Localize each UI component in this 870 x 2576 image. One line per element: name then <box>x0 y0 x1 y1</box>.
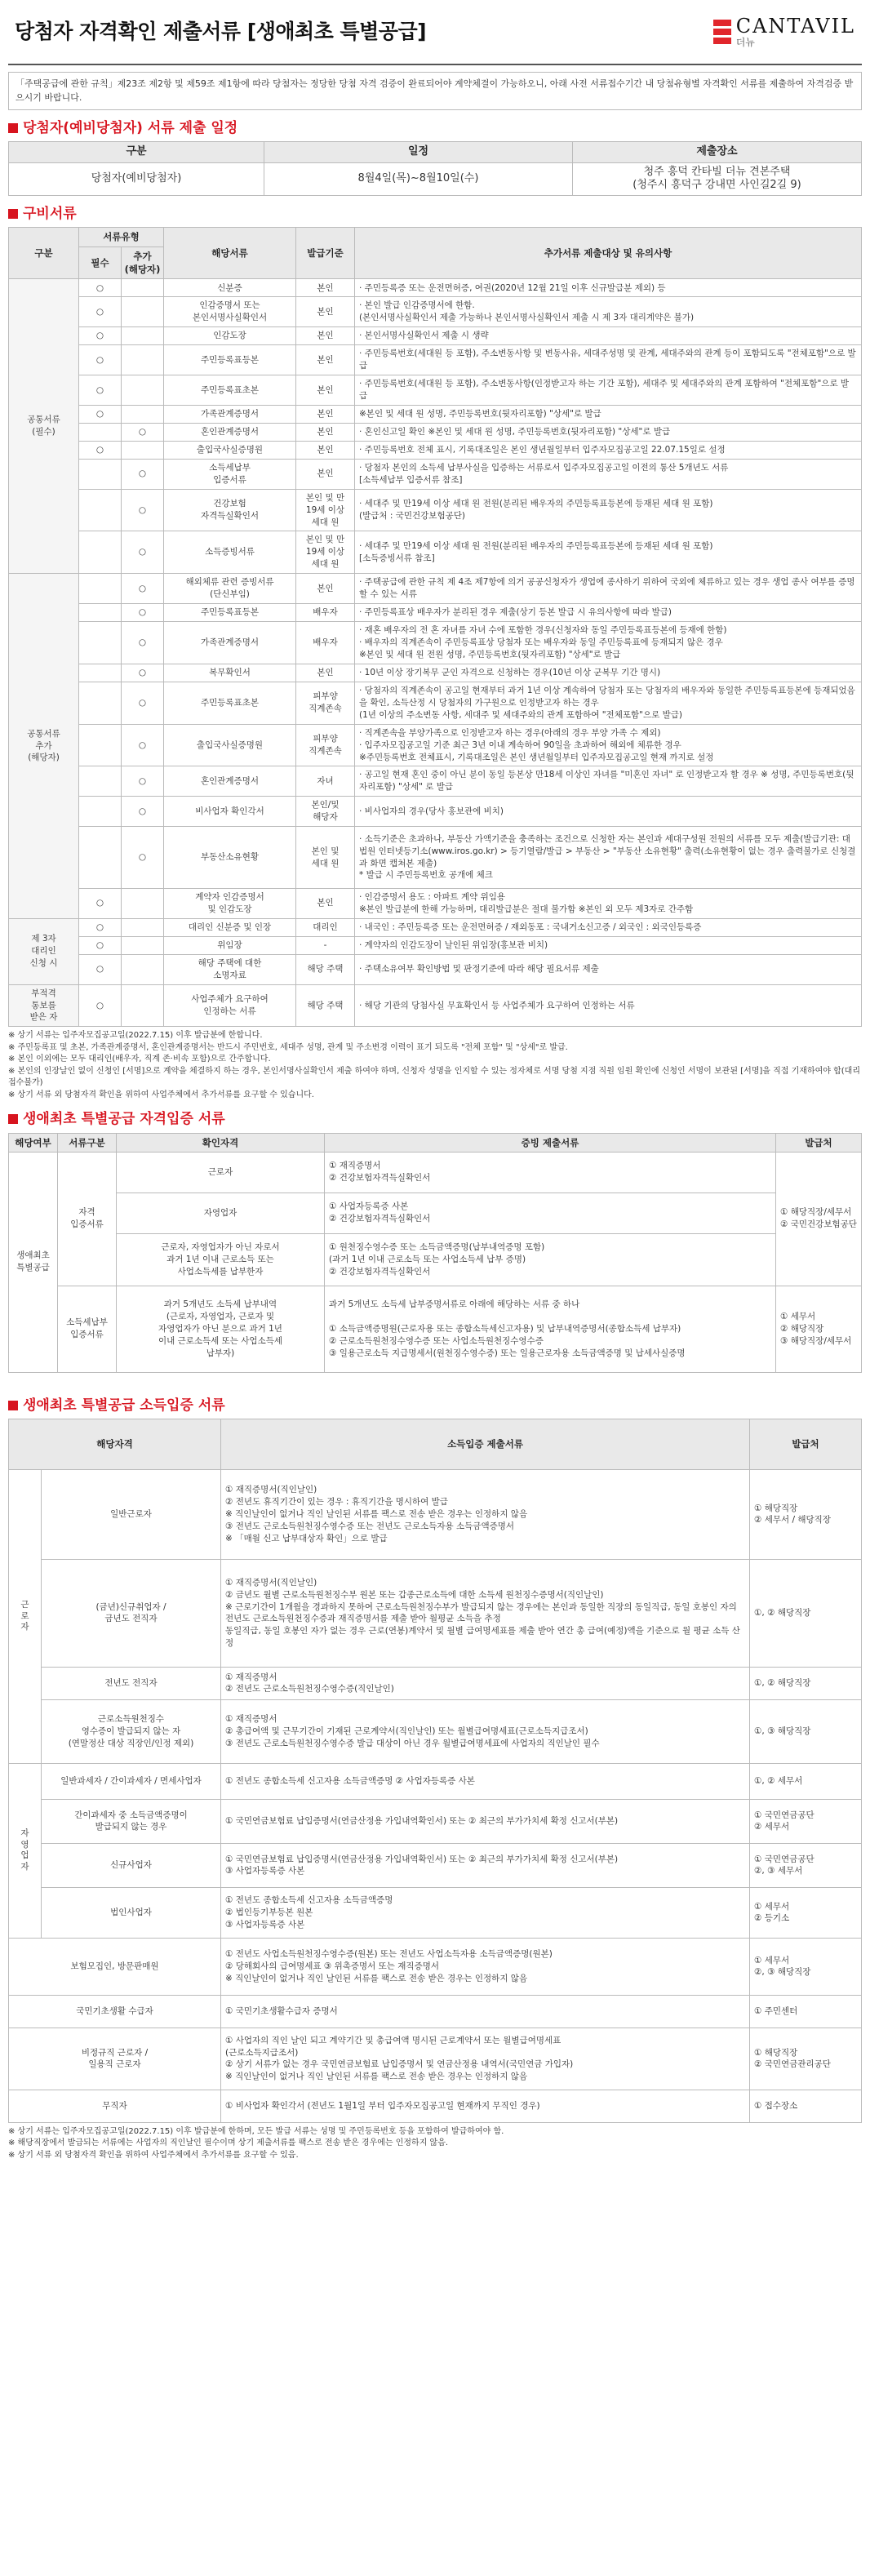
table-cell: · 해당 기관의 당첨사실 무효확인서 등 사업주체가 요구하여 인정하는 서류 <box>355 984 862 1027</box>
page-header <box>8 0 862 65</box>
table-cell: ○ <box>122 621 164 664</box>
table-cell <box>79 489 122 531</box>
table-cell: ○ <box>79 954 122 984</box>
table-cell: 피부양 직계존속 <box>296 682 355 724</box>
column-header: 발급기준 <box>296 228 355 279</box>
table-cell: · 주민등록번호(세대원 등 포함), 주소변동사항 및 변동사유, 세대주성명 및 관계, 세대주와의 관계 등이 포함되도록 "전체포함"으로 발급 <box>355 345 862 375</box>
table-cell: 대리인 <box>296 918 355 936</box>
table-row <box>9 936 862 954</box>
table-row <box>9 889 862 919</box>
table-cell: ① 재직증명서(직인날인) ② 금년도 월별 근로소득원천징수부 원본 또는 갑종근로소득에 대한 소득세 원천징수증명서(직인날인) ※ 근로기간이 1개월을 경과하지 못하여 근로소득원천징수부가 발급되지 않는 경우에는 본인과 동일한 직장의 동일직급, 동일 호봉인 자의 전년도 근로소득원천징수증과 재직증명서를 제출 받아 월평균 소득을 추정 동일직급, 동일 호봉인 자가 없는 경우 근로(연봉)계약서 및 월별 급여명세표를 제출 받아 연간 총 급여(예정)액을 기준으로 월 평균 소득 산정 <box>221 1559 750 1667</box>
table-cell: 근로자, 자영업자가 아닌 자로서 과거 1년 이내 근로소득 또는 사업소득세를 납부한자 <box>117 1233 325 1286</box>
table-cell: ○ <box>79 936 122 954</box>
table-row <box>9 1193 862 1233</box>
table-cell <box>79 827 122 889</box>
table-cell: · 계약자의 인감도장이 날인된 위임장(홍보관 비치) <box>355 936 862 954</box>
logo-mark-icon <box>713 20 731 44</box>
table-cell <box>79 724 122 766</box>
column-header: 해당여부 <box>9 1133 58 1152</box>
schedule-table <box>8 141 862 196</box>
column-header: 구분 <box>9 228 79 279</box>
column-header: 추가서류 제출대상 및 유의사항 <box>355 228 862 279</box>
table-cell: 본인 <box>296 889 355 919</box>
table-cell: · 공고일 현재 혼인 중이 아닌 분이 동일 등본상 만18세 이상인 자녀를 "미혼인 자녀" 로 인정받고자 할 경우 ※ 성명, 주민등록번호(뒷자리포함) "상세" 로 발급 <box>355 766 862 797</box>
table-cell: ○ <box>79 441 122 459</box>
table-cell: 해당 주택 <box>296 984 355 1027</box>
table-cell: ○ <box>122 489 164 531</box>
table-row <box>9 1763 862 1799</box>
table-cell: 무직자 <box>9 2090 221 2122</box>
table-cell: 본인 <box>296 441 355 459</box>
table-row <box>9 297 862 327</box>
table-row <box>9 1152 862 1193</box>
table-cell: ○ <box>79 375 122 406</box>
table-row <box>9 1286 862 1372</box>
table-cell: 복무확인서 <box>164 664 296 682</box>
table-row <box>9 327 862 345</box>
column-header: 증빙 제출서류 <box>325 1133 776 1152</box>
table-cell: ① 접수장소 <box>750 2090 862 2122</box>
table-cell: ① 해당직장 ② 세무서 / 해당직장 <box>750 1469 862 1559</box>
table-cell: · 인감증명서 용도 : 아파트 계약 위임용 ※본인 발급분에 한해 가능하며, 대리발급분은 절대 불가함 ※본인 외 모두 제3자로 간주함 <box>355 889 862 919</box>
table-row <box>9 797 862 827</box>
table-cell: ① 전년도 사업소득원천징수영수증(원본) 또는 전년도 사업소득자용 소득금액증명(원본) ② 당해회사의 급여명세표 ③ 위촉증명서 또는 재직증명서 ※ 직인날인이 없거나 직인 날인된 서류를 팩스로 전송 받은 경우는 인정하지 않음 <box>221 1938 750 1995</box>
table-row <box>9 1667 862 1699</box>
table-cell: ① 국민연금보험료 납입증명서(연금산정용 가입내역확인서) 또는 ② 최근의 부가가치세 확정 신고서(부본) ③ 사업자등록증 사본 <box>221 1843 750 1887</box>
table-cell: · 직계존속을 부양가족으로 인정받고자 하는 경우(아래의 경우 부양 가족 수 제외) · 입주자모집공고일 기준 최근 3년 이내 계속하여 90일을 초과하여 해외에 체류한 경우 ※주민등록번호 전체표시, 기록대조일은 본인 생년월일부터 입주자모집공고일 현재 까지로 설정 <box>355 724 862 766</box>
table-cell: 부동산소유현황 <box>164 827 296 889</box>
square-bullet-icon <box>8 123 18 133</box>
table-cell: ①, ② 세무서 <box>750 1763 862 1799</box>
income-notes <box>8 2126 862 2162</box>
logo-subtext: 더뉴 <box>735 36 755 48</box>
table-cell: 전년도 전직자 <box>42 1667 221 1699</box>
column-header: 발급처 <box>776 1133 862 1152</box>
table-cell: 8월4일(목)~8월10일(수) <box>264 162 573 196</box>
table-row <box>9 489 862 531</box>
table-cell: · 당첨자의 직계존속이 공고일 현재부터 과거 1년 이상 계속하여 당첨자 또는 당첨자의 배우자와 동일한 주민등록표등본에 등재되었음을 확인, 소득산정 시 당첨자의 가구원으로 인정받고자 하는 경우 (1년 이상의 주소변동 사항, 세대주 및 세대주와의 관계 포함하여 "전체포함"으로 발급) <box>355 682 862 724</box>
table-cell: · 비사업자의 경우(당사 홍보관에 비치) <box>355 797 862 827</box>
table-cell: ○ <box>122 531 164 574</box>
note-line: ※ 본인의 인장날인 없이 신청인 [서명]으로 계약을 체결하지 하는 경우, 본인서명사실확인서 제출 하여야 하며, 신청자 성명을 인지할 수 있는 정자체로 서명 당첨 지점 직원 임원 확인에 신청인 서명이 보관된 [서명]을 직접 기재하여야 합(대리접수불가) <box>8 1066 861 1088</box>
table-cell: 혼인관계증명서 <box>164 423 296 441</box>
logo-text: CANTAVIL <box>735 15 855 38</box>
table-cell: ① 세무서 ② 등기소 <box>750 1887 862 1938</box>
table-cell <box>122 984 164 1027</box>
table-cell: ※본인 및 세대 원 성명, 주민등록번호(뒷자리포함) "상세"로 발급 <box>355 405 862 423</box>
table-cell: ① 세무서 ② 해당직장 ③ 해당직장/세무서 <box>776 1286 862 1372</box>
table-cell: ① 재직증명서(직인날인) ② 전년도 휴직기간이 있는 경우 : 휴직기간을 명시하여 발급 ※ 직인날인이 없거나 직인 날인된 서류를 팩스로 전송 받은 경우는 인정하지 않음 ③ 전년도 근로소득원천징수영수증 또는 전년도 근로소득자용 소득금액증명서 ※ 「매월 신고 납부대상자 확인」으로 발급 <box>221 1469 750 1559</box>
table-row <box>9 423 862 441</box>
table-cell: ① 재직증명서 ② 총급여액 및 근무기간이 기재된 근로계약서(직인날인) 또는 월별급여명세표(근로소득지급조서) ③ 전년도 근로소득원천징수영수증 발급 대상이 아닌 경우 월별급여명세표에 사업자의 직인날인 필수 <box>221 1699 750 1763</box>
table-cell: ① 재직증명서 ② 전년도 근로소득원천징수영수증(직인날인) <box>221 1667 750 1699</box>
table-row <box>9 603 862 621</box>
table-cell <box>122 441 164 459</box>
table-cell: ① 전년도 종합소득세 신고자용 소득금액증명 ② 사업자등록증 사본 <box>221 1763 750 1799</box>
group-cell: 부적격 통보를 받은 자 <box>9 984 79 1027</box>
table-cell: ① 사업자등록증 사본 ② 건강보험자격득실확인서 <box>325 1193 776 1233</box>
table-cell: · 내국인 : 주민등록증 또는 운전면허증 / 재외동포 : 국내거소신고증 / 외국인 : 외국인등록증 <box>355 918 862 936</box>
table-row <box>9 918 862 936</box>
table-row <box>9 405 862 423</box>
table-row <box>9 279 862 297</box>
income-table <box>8 1419 862 2123</box>
table-row <box>9 1887 862 1938</box>
table-cell: ① 전년도 종합소득세 신고자용 소득금액증명 ② 법인등기부등본 원본 ③ 사업자등록증 사본 <box>221 1887 750 1938</box>
table-row <box>9 954 862 984</box>
table-cell: ○ <box>79 327 122 345</box>
table-cell: 본인 <box>296 459 355 489</box>
table-row <box>9 441 862 459</box>
table-cell: ① 국민연금공단 ②, ③ 세무서 <box>750 1843 862 1887</box>
table-cell <box>79 603 122 621</box>
table-cell: ① 국민기초생활수급자 증명서 <box>221 1995 750 2027</box>
table-cell <box>79 531 122 574</box>
table-cell: ○ <box>79 345 122 375</box>
table-row <box>9 531 862 574</box>
table-cell: ○ <box>122 682 164 724</box>
table-cell: ① 해당직장/세무서 ② 국민건강보험공단 <box>776 1152 862 1286</box>
table-cell: 주민등록표등본 <box>164 345 296 375</box>
column-header: 추가 (해당자) <box>122 246 164 279</box>
table-row <box>9 984 862 1027</box>
table-cell: ○ <box>79 297 122 327</box>
table-row <box>9 827 862 889</box>
table-cell <box>79 766 122 797</box>
table-cell: 근로자 <box>117 1152 325 1193</box>
table-row <box>9 621 862 664</box>
table-cell <box>122 375 164 406</box>
table-row <box>9 1559 862 1667</box>
table-cell: ○ <box>122 797 164 827</box>
table-cell: · 재혼 배우자의 전 혼 자녀를 자녀 수에 포함한 경우(신청자와 동일 주민등록표등본에 등재에 한함) · 배우자의 직계존속이 주민등록표상 당첨자 또는 배우자와 동일 주민등록표에 등재되지 않은 경우 ※본인 및 세대 원 전원 성명, 주민등록번호(뒷자리포함) "상세"로 발급 <box>355 621 862 664</box>
table-cell <box>122 954 164 984</box>
table-cell: 해외체류 관련 증빙서류 (단신부임) <box>164 574 296 604</box>
table-row <box>9 162 862 196</box>
table-cell <box>122 405 164 423</box>
table-row <box>9 459 862 489</box>
table-cell: · 혼인신고일 확인 ※본인 및 세대 원 성명, 주민등록번호(뒷자리포함) "상세"로 발급 <box>355 423 862 441</box>
table-cell: ① 원천징수영수증 또는 소득금액증명(납부내역증명 포함) (과거 1년 이내 근로소득 또는 사업소득세 납부 증명) ② 건강보험자격득실확인서 <box>325 1233 776 1286</box>
table-cell: 대리인 신분증 및 인장 <box>164 918 296 936</box>
table-cell: 청주 흥덕 칸타빌 더뉴 견본주택 (청주시 흥덕구 강내면 사인길2길 9) <box>573 162 862 196</box>
table-row <box>9 375 862 406</box>
docs-table <box>8 227 862 1027</box>
table-cell: 자녀 <box>296 766 355 797</box>
table-row <box>9 574 862 604</box>
table-cell: 간이과세자 중 소득금액증명이 발급되지 않는 경우 <box>42 1799 221 1843</box>
table-cell: 과거 5개년도 소득세 납부내역 (근로자, 자영업자, 근로자 및 자영업자가 아닌 분으로 과거 1년 이내 근로소득세 또는 사업소득세 납부자) <box>117 1286 325 1372</box>
table-cell: 본인 <box>296 574 355 604</box>
column-header: 제출장소 <box>573 142 862 162</box>
table-cell: ① 해당직장 ② 국민연금관리공단 <box>750 2027 862 2090</box>
table-cell <box>79 423 122 441</box>
table-cell: 일반과세자 / 간이과세자 / 면세사업자 <box>42 1763 221 1799</box>
note-line: ※ 상기 서류 외 당첨자격 확인을 위하여 사업주체에서 추가서류를 요구할 수 있음. <box>8 2150 299 2160</box>
table-cell: ① 사업자의 직인 날인 되고 계약기간 및 총급여액 명시된 근로계약서 또는 월별급여명세표 (근로소득지급조서) ② 상기 서류가 없는 경우 국민연금보험료 납입증명서 및 연금산정용 내역서(국민연금 가입자) ※ 직인날인이 없거나 직인 날인된 서류를 팩스로 전송 받은 경우는 인정하지 않음 <box>221 2027 750 2090</box>
table-cell: ○ <box>122 574 164 604</box>
table-cell <box>122 279 164 297</box>
table-row <box>9 1995 862 2027</box>
table-cell: 소득증빙서류 <box>164 531 296 574</box>
group-cell: 제 3자 대리인 신청 시 <box>9 918 79 984</box>
table-cell <box>122 327 164 345</box>
table-cell <box>79 621 122 664</box>
table-cell <box>122 297 164 327</box>
note-line: ※ 해당직장에서 발급되는 서류에는 사업자의 직인날인 필수이며 상기 제출서류를 팩스로 전송 받은 경우에는 인정하지 않음. <box>8 2139 449 2148</box>
table-cell: ○ <box>79 889 122 919</box>
table-cell: 본인/및 해당자 <box>296 797 355 827</box>
group-cell: 생애최초 특별공급 <box>9 1152 58 1372</box>
table-cell: 사업주체가 요구하여 인정하는 서류 <box>164 984 296 1027</box>
section-title-docs: 구비서류 <box>8 204 862 224</box>
table-row <box>9 1938 862 1995</box>
table-cell: ① 재직증명서 ② 건강보험자격득실확인서 <box>325 1152 776 1193</box>
table-cell: 혼인관계증명서 <box>164 766 296 797</box>
table-row <box>9 2090 862 2122</box>
table-cell: · 본인 발급 인감증명서에 한함. (본인서명사실확인서 제출 가능하나 본인서명사실확인서 제출 시 제 3자 대리계약은 불가) <box>355 297 862 327</box>
table-cell: 법인사업자 <box>42 1887 221 1938</box>
table-row <box>9 345 862 375</box>
table-row <box>9 2027 862 2090</box>
table-cell: 근로소득원천징수 영수증이 발급되지 않는 자 (연말정산 대상 직장인/인정 제외) <box>42 1699 221 1763</box>
table-cell: ○ <box>122 603 164 621</box>
table-cell: ① 비사업자 확인각서 (전년도 1월1일 부터 입주자모집공고일 현재까지 무직인 경우) <box>221 2090 750 2122</box>
note-line: ※ 본인 이외에는 모두 대리인(배우자, 직계 존·비속 포함)으로 간주합니다. <box>8 1055 271 1064</box>
table-cell: ○ <box>122 827 164 889</box>
column-header: 필수 <box>79 246 122 279</box>
table-cell: 출입국사실증명원 <box>164 724 296 766</box>
group-cell: 공통서류 (필수) <box>9 279 79 574</box>
table-cell <box>79 459 122 489</box>
table-cell: 인감도장 <box>164 327 296 345</box>
table-cell <box>79 797 122 827</box>
note-line: ※ 상기 서류는 입주자모집공고일(2022.7.15) 이후 발급분에 한하며, 모든 발급 서류는 성명 및 주민등록번호 등을 포함하여 발급하여야 함. <box>8 2126 504 2136</box>
table-cell: 국민기초생활 수급자 <box>9 1995 221 2027</box>
column-header: 확인자격 <box>117 1133 325 1152</box>
table-cell: 신분증 <box>164 279 296 297</box>
table-cell: 계약자 인감증명서 및 인감도장 <box>164 889 296 919</box>
table-cell: ① 세무서 ②, ③ 해당직장 <box>750 1938 862 1995</box>
table-cell: 보험모집인, 방문판매원 <box>9 1938 221 1995</box>
table-cell <box>79 574 122 604</box>
table-cell: 일반근로자 <box>42 1469 221 1559</box>
table-row <box>9 766 862 797</box>
table-cell: ○ <box>122 423 164 441</box>
table-cell: 본인 <box>296 375 355 406</box>
table-cell: · 주민등록증 또는 운전면허증, 여권(2020년 12월 21일 이후 신규발급분 제외) 등 <box>355 279 862 297</box>
table-cell: 가족관계증명서 <box>164 405 296 423</box>
table-cell: 본인 <box>296 664 355 682</box>
square-bullet-icon <box>8 1114 18 1124</box>
table-cell: 과거 5개년도 소득세 납부증명서류로 아래에 해당하는 서류 중 하나 ① 소득금액증명원(근로자용 또는 종합소득세신고자용) 및 납부내역증명서(종합소득세 납부자) ② 근로소득원천징수영수증 또는 사업소득원천징수영수증 ③ 일용근로소득 지급명세서(원천징수영수증) 또는 일용근로자용 소득금액증명 및 납세사실증명 <box>325 1286 776 1372</box>
table-cell <box>79 682 122 724</box>
note-line: ※ 상기 서류는 입주자모집공고일(2022.7.15) 이후 발급분에 한합니다. <box>8 1031 263 1041</box>
table-cell: 소득세납부 입증서류 <box>164 459 296 489</box>
square-bullet-icon <box>8 209 18 219</box>
table-row <box>9 1799 862 1843</box>
column-header: 발급처 <box>750 1419 862 1469</box>
table-cell <box>122 936 164 954</box>
column-header: 서류구분 <box>58 1133 117 1152</box>
table-cell: · 주택공급에 관한 규칙 제 4조 제7항에 의거 공공신청자가 생업에 종사하기 위하여 국외에 체류하고 있는 경우 생업 종사 여부를 증명할 수 있는 서류 <box>355 574 862 604</box>
table-cell: 본인 <box>296 279 355 297</box>
table-cell: ①, ③ 해당직장 <box>750 1699 862 1763</box>
table-cell: 인감증명서 또는 본인서명사실확인서 <box>164 297 296 327</box>
table-cell: · 세대주 및 만19세 이상 세대 원 전원(분리된 배우자의 주민등록표등본에 등재된 세대 원 포함) (발급처 : 국민건강보험공단) <box>355 489 862 531</box>
note-line: ※ 상기 서류 외 당첨자격 확인을 위하여 사업주체에서 추가서류를 요구할 수 있습니다. <box>8 1090 314 1099</box>
table-row <box>9 1699 862 1763</box>
column-header: 소득입증 제출서류 <box>221 1419 750 1469</box>
docs-notes <box>8 1030 862 1101</box>
table-cell: ① 주민센터 <box>750 1995 862 2027</box>
table-cell: · 본인서명사실확인서 제출 시 생략 <box>355 327 862 345</box>
table-cell: ○ <box>79 984 122 1027</box>
table-cell: 자영업자 <box>117 1193 325 1233</box>
table-cell: 건강보험 자격득실확인서 <box>164 489 296 531</box>
square-bullet-icon <box>8 1401 18 1410</box>
group-cell: 근 로 자 <box>9 1469 42 1763</box>
table-cell: 본인 <box>296 405 355 423</box>
group-cell: 자 영 업 자 <box>9 1763 42 1938</box>
table-cell: 당첨자(예비당첨자) <box>9 162 264 196</box>
column-header: 해당자격 <box>9 1419 221 1469</box>
table-row <box>9 664 862 682</box>
table-cell: ○ <box>122 459 164 489</box>
group-cell: 공통서류 추가 (해당자) <box>9 574 79 919</box>
table-cell: ○ <box>79 918 122 936</box>
table-cell: 배우자 <box>296 621 355 664</box>
table-cell: 본인 <box>296 345 355 375</box>
column-header: 서류유형 <box>79 228 164 246</box>
table-cell: (금년)신규취업자 / 금년도 전직자 <box>42 1559 221 1667</box>
table-cell: 소득세납부 입증서류 <box>58 1286 117 1372</box>
column-header: 일정 <box>264 142 573 162</box>
table-cell: 위임장 <box>164 936 296 954</box>
first-table <box>8 1133 862 1373</box>
table-cell <box>79 664 122 682</box>
table-row <box>9 1233 862 1286</box>
table-cell: 주민등록표초본 <box>164 375 296 406</box>
table-cell: ① 국민연금보험료 납입증명서(연금산정용 가입내역확인서) 또는 ② 최근의 부가가치세 확정 신고서(부본) <box>221 1799 750 1843</box>
table-cell: 주민등록표등본 <box>164 603 296 621</box>
table-cell <box>122 345 164 375</box>
table-cell: · 당첨자 본인의 소득세 납부사실을 입증하는 서류로서 입주자모집공고일 이전의 통산 5개년도 서류 [소득세납부 입증서류 참조] <box>355 459 862 489</box>
table-cell: · 세대주 및 만19세 이상 세대 원 전원(분리된 배우자의 주민등록표등본에 등재된 세대 원 포함) [소득증빙서류 참조] <box>355 531 862 574</box>
table-cell: 본인 및 세대 원 <box>296 827 355 889</box>
table-cell: · 10년 이상 장기복무 군인 자격으로 신청하는 경우(10년 이상 군복무 기간 명시) <box>355 664 862 682</box>
table-cell: · 소득기준은 초과하나, 부동산 가액기준을 충족하는 조건으로 신청한 자는 본인과 세대구성원 전원의 서류를 모두 제출(발급기관: 대법원 인터넷등기소(www.iros.go.kr) > 등기열람/발급 > 부동산 > "부동산 소유현황" 출력(소유현황이 없는 경우 출력불가로 신청결과 화면 캡쳐본 제출) * 발급 시 주민등록번호 공개에 체크 <box>355 827 862 889</box>
table-row <box>9 1469 862 1559</box>
table-cell: 주민등록표초본 <box>164 682 296 724</box>
column-header: 구분 <box>9 142 264 162</box>
table-cell: 비정규직 근로자 / 일용직 근로자 <box>9 2027 221 2090</box>
table-cell: 해당 주택 <box>296 954 355 984</box>
section-title-first: 생애최초 특별공급 자격입증 서류 <box>8 1109 862 1129</box>
notice-box: 「주택공급에 관한 규칙」제23조 제2항 및 제59조 제1항에 따라 당첨자는 정당한 당첨 자격 검증이 완료되어야 계약체결이 가능하오니, 아래 사전 서류접수기간 내 당첨유형별 자격확인 서류를 제출하여 자격검증 받으시기 바랍니다. <box>8 72 862 110</box>
table-cell <box>122 889 164 919</box>
table-cell: ①, ② 해당직장 <box>750 1559 862 1667</box>
table-cell: 본인 및 만 19세 이상 세대 원 <box>296 531 355 574</box>
table-cell: · 주민등록표상 배우자가 분리된 경우 제출(상기 등본 발급 시 유의사항에 따라 발급) <box>355 603 862 621</box>
table-cell: 본인 및 만 19세 이상 세대 원 <box>296 489 355 531</box>
section-title-schedule: 당첨자(예비당첨자) 서류 제출 일정 <box>8 118 862 138</box>
table-cell <box>122 918 164 936</box>
table-cell: 비사업자 확인각서 <box>164 797 296 827</box>
table-cell: - <box>296 936 355 954</box>
table-cell: ○ <box>79 279 122 297</box>
table-cell: 본인 <box>296 297 355 327</box>
table-cell: 해당 주택에 대한 소명자료 <box>164 954 296 984</box>
column-header: 해당서류 <box>164 228 296 279</box>
brand-logo <box>713 16 855 48</box>
table-cell: ○ <box>122 664 164 682</box>
table-cell: 배우자 <box>296 603 355 621</box>
table-cell: ①, ② 해당직장 <box>750 1667 862 1699</box>
table-row <box>9 682 862 724</box>
table-cell: · 주택소유여부 확인방법 및 판정기준에 따라 해당 필요서류 제출 <box>355 954 862 984</box>
section-title-income: 생애최초 특별공급 소득입증 서류 <box>8 1396 862 1415</box>
table-row <box>9 1843 862 1887</box>
table-cell: 피부양 직계존속 <box>296 724 355 766</box>
note-line: ※ 주민등록표 및 초본, 가족관계증명서, 혼인관계증명서는 반드시 주민번호, 세대주 성명, 관계 및 주소변경 이력이 표기 되도록 "전체 포함" 및 "상세"로 발급. <box>8 1042 568 1052</box>
table-cell: 본인 <box>296 423 355 441</box>
table-cell: 본인 <box>296 327 355 345</box>
table-cell: 가족관계증명서 <box>164 621 296 664</box>
table-cell: · 주민등록번호 전체 표시, 기록대조일은 본인 생년월일부터 입주자모집공고일 22.07.15일로 설정 <box>355 441 862 459</box>
table-cell: 자격 입증서류 <box>58 1152 117 1286</box>
page-title: 당첨자 자격확인 제출서류 [생애최초 특별공급] <box>15 20 427 44</box>
table-cell: ○ <box>122 724 164 766</box>
table-cell: ○ <box>79 405 122 423</box>
table-cell: · 주민등록번호(세대원 등 포함), 주소변동사항(인정받고자 하는 기간 포함), 세대주 및 세대주와의 관계 포함하여 "전체포함"으로 발급 <box>355 375 862 406</box>
table-cell: 신규사업자 <box>42 1843 221 1887</box>
table-row <box>9 724 862 766</box>
table-cell: 출입국사실증명원 <box>164 441 296 459</box>
table-cell: ① 국민연금공단 ② 세무서 <box>750 1799 862 1843</box>
table-cell: ○ <box>122 766 164 797</box>
